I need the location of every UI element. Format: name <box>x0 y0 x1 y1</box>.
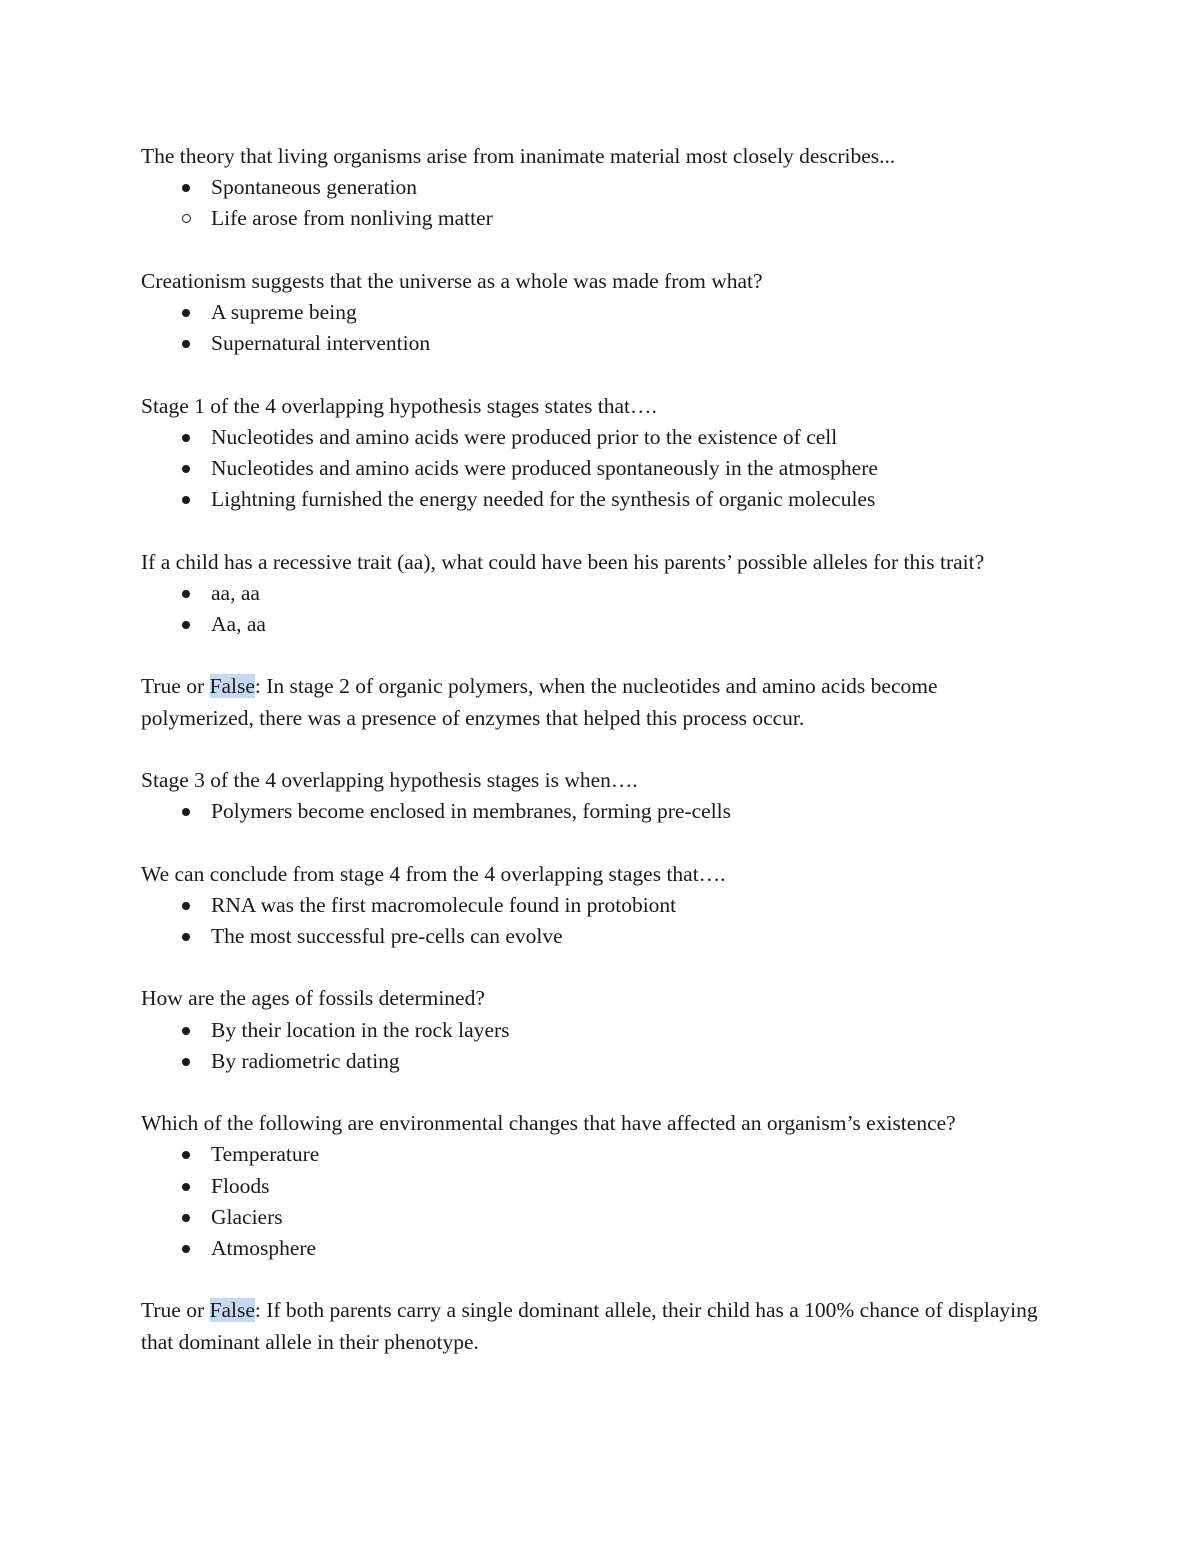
question-body: : If both parents carry a single dominant allele, their child has a 100% chance of displaying that dominant allele in their phenotype. <box>141 1298 1038 1354</box>
spacer <box>141 952 1041 983</box>
answer-list <box>141 578 1041 640</box>
sub-answer-item: Life arose from nonliving matter <box>211 203 1041 234</box>
spacer <box>141 827 1041 858</box>
answer-list <box>141 796 1041 827</box>
answer-item: Lightning furnished the energy needed for the synthesis of organic molecules <box>211 484 1041 515</box>
question-text: Creationism suggests that the universe as a whole was made from what? <box>141 268 763 293</box>
spacer <box>141 359 1041 390</box>
question-prefix: True or <box>141 1298 210 1323</box>
question-text: Stage 1 of the 4 overlapping hypothesis stages states that…. <box>141 393 657 418</box>
question-text: The theory that living organisms arise from inanimate material most closely describes... <box>141 144 896 168</box>
answer-item: A supreme being <box>211 297 1041 328</box>
answer-item: Supernatural intervention <box>211 328 1041 359</box>
answer-list <box>141 1015 1041 1077</box>
answer-item: Aa, aa <box>211 609 1041 640</box>
spacer <box>141 515 1041 546</box>
spacer <box>141 734 1041 765</box>
answer-list <box>141 172 1041 203</box>
sub-answer-list <box>141 203 1041 234</box>
answer-list <box>141 297 1041 359</box>
answer-item: Nucleotides and amino acids were produced prior to the existence of cell <box>211 422 1041 453</box>
answer-item: RNA was the first macromolecule found in protobiont <box>211 890 1041 921</box>
answer-item: The most successful pre-cells can evolve <box>211 921 1041 952</box>
answer-item: Spontaneous generation <box>211 172 1041 203</box>
highlighted-answer: False <box>209 1298 255 1323</box>
answer-item: Floods <box>211 1171 1041 1202</box>
question-text: How are the ages of fossils determined? <box>141 986 485 1011</box>
answer-list <box>141 890 1041 952</box>
answer-list <box>141 422 1041 516</box>
answer-item: Polymers become enclosed in membranes, forming pre-cells <box>211 796 1041 827</box>
question-text: We can conclude from stage 4 from the 4 overlapping stages that…. <box>141 861 726 886</box>
highlighted-answer: False <box>209 674 255 699</box>
question-body: : In stage 2 of organic polymers, when the nucleotides and amino acids become polymerized, there was a presence of enzymes that helped this process occur. <box>141 674 938 730</box>
answer-item: By their location in the rock layers <box>211 1015 1041 1046</box>
answer-item: Atmosphere <box>211 1233 1041 1264</box>
true-false-question <box>141 671 1041 733</box>
question-text: Which of the following are environmental changes that have affected an organism’s existence? <box>141 1111 956 1136</box>
question-prefix: True or <box>141 674 210 699</box>
question-text: Stage 3 of the 4 overlapping hypothesis stages is when…. <box>141 767 638 792</box>
answer-item: Temperature <box>211 1139 1041 1170</box>
question-text: If a child has a recessive trait (aa), what could have been his parents’ possible alleles for this trait? <box>141 549 985 574</box>
spacer <box>141 640 1041 671</box>
true-false-question <box>141 1295 1041 1357</box>
answer-list <box>141 1139 1041 1264</box>
answer-item: Glaciers <box>211 1202 1041 1233</box>
spacer <box>141 235 1041 266</box>
document-page <box>141 141 1041 1358</box>
spacer <box>141 1077 1041 1108</box>
answer-item: By radiometric dating <box>211 1046 1041 1077</box>
answer-item: aa, aa <box>211 578 1041 609</box>
answer-item: Nucleotides and amino acids were produced spontaneously in the atmosphere <box>211 453 1041 484</box>
spacer <box>141 1264 1041 1295</box>
